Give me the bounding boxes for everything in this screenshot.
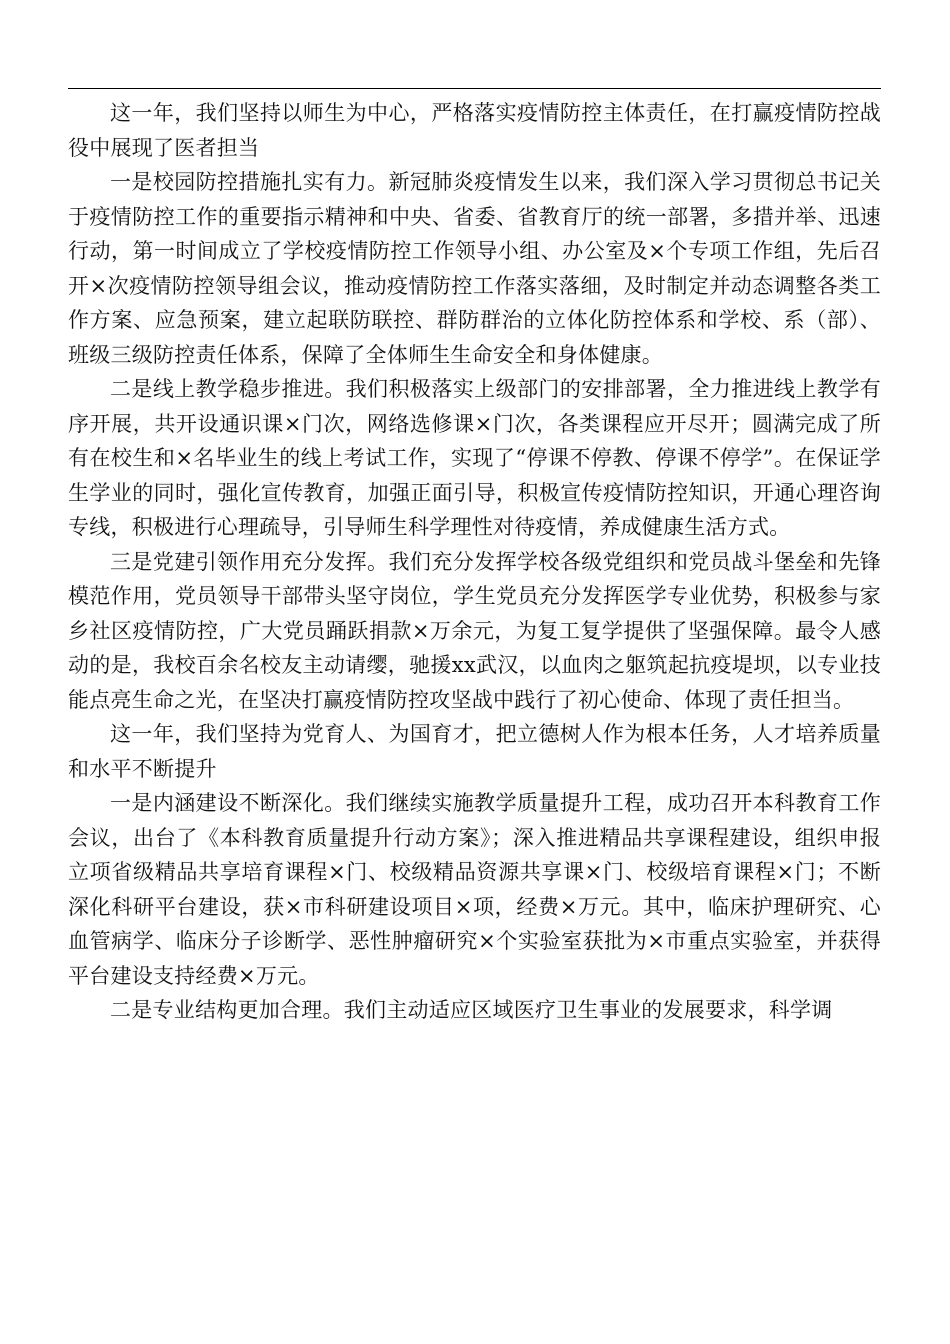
paragraph-epidemic-summary: 这一年，我们坚持以师生为中心，严格落实疫情防控主体责任，在打赢疫情防控战役中展现了医者担当 [68,101,881,160]
document-body [68,96,881,1028]
header-rule [68,88,881,89]
paragraph-specialty-structure: 二是专业结构更加合理。我们主动适应区域医疗卫生事业的发展要求，科学调 [110,998,833,1022]
paragraph-party-building: 三是党建引领作用充分发挥。我们充分发挥学校各级党组织和党员战斗堡垒和先锋模范作用，党员领导干部带头坚守岗位，学生党员充分发挥医学专业优势，积极参与家乡社区疫情防控，广大党员踊跃捐款×万余元，为复工复学提供了坚强保障。最令人感动的是，我校百余名校友主动请缨，驰援xx武汉，以血肉之躯筑起抗疫堤坝，以专业技能点亮生命之光，在坚决打赢疫情防控攻坚战中践行了初心使命、体现了责任担当。 [68,549,881,712]
paragraph-campus-prevention: 一是校园防控措施扎实有力。新冠肺炎疫情发生以来，我们深入学习贯彻总书记关于疫情防控工作的重要指示精神和中央、省委、省教育厅的统一部署，多措并举、迅速行动，第一时间成立了学校疫情防控工作领导小组、办公室及×个专项工作组，先后召开×次疫情防控领导组会议，推动疫情防控工作落实落细，及时制定并动态调整各类工作方案、应急预案，建立起联防联控、群防群治的立体化防控体系和学校、系（部）、班级三级防控责任体系，保障了全体师生生命安全和身体健康。 [68,170,881,367]
paragraph-talent-summary: 这一年，我们坚持为党育人、为国育才，把立德树人作为根本任务，人才培养质量和水平不断提升 [68,722,881,781]
paragraph-online-teaching: 二是线上教学稳步推进。我们积极落实上级部门的安排部署，全力推进线上教学有序开展，共开设通识课×门次，网络选修课×门次，各类课程应开尽开；圆满完成了所有在校生和×名毕业生的线上考试工作，实现了“停课不停教、停课不停学”。在保证学生学业的同时，强化宣传教育，加强正面引导，积极宣传疫情防控知识，开通心理咨询专线，积极进行心理疏导，引导师生科学理性对待疫情，养成健康生活方式。 [68,377,881,539]
paragraph-connotation-building: 一是内涵建设不断深化。我们继续实施教学质量提升工程，成功召开本科教育工作会议，出台了《本科教育质量提升行动方案》；深入推进精品共享课程建设，组织申报立项省级精品共享培育课程×门、校级精品资源共享课×门、校级培育课程×门；不断深化科研平台建设，获×市科研建设项目×项，经费×万元。其中，临床护理研究、心血管病学、临床分子诊断学、恶性肿瘤研究×个实验室获批为×市重点实验室，并获得平台建设支持经费×万元。 [68,791,881,988]
